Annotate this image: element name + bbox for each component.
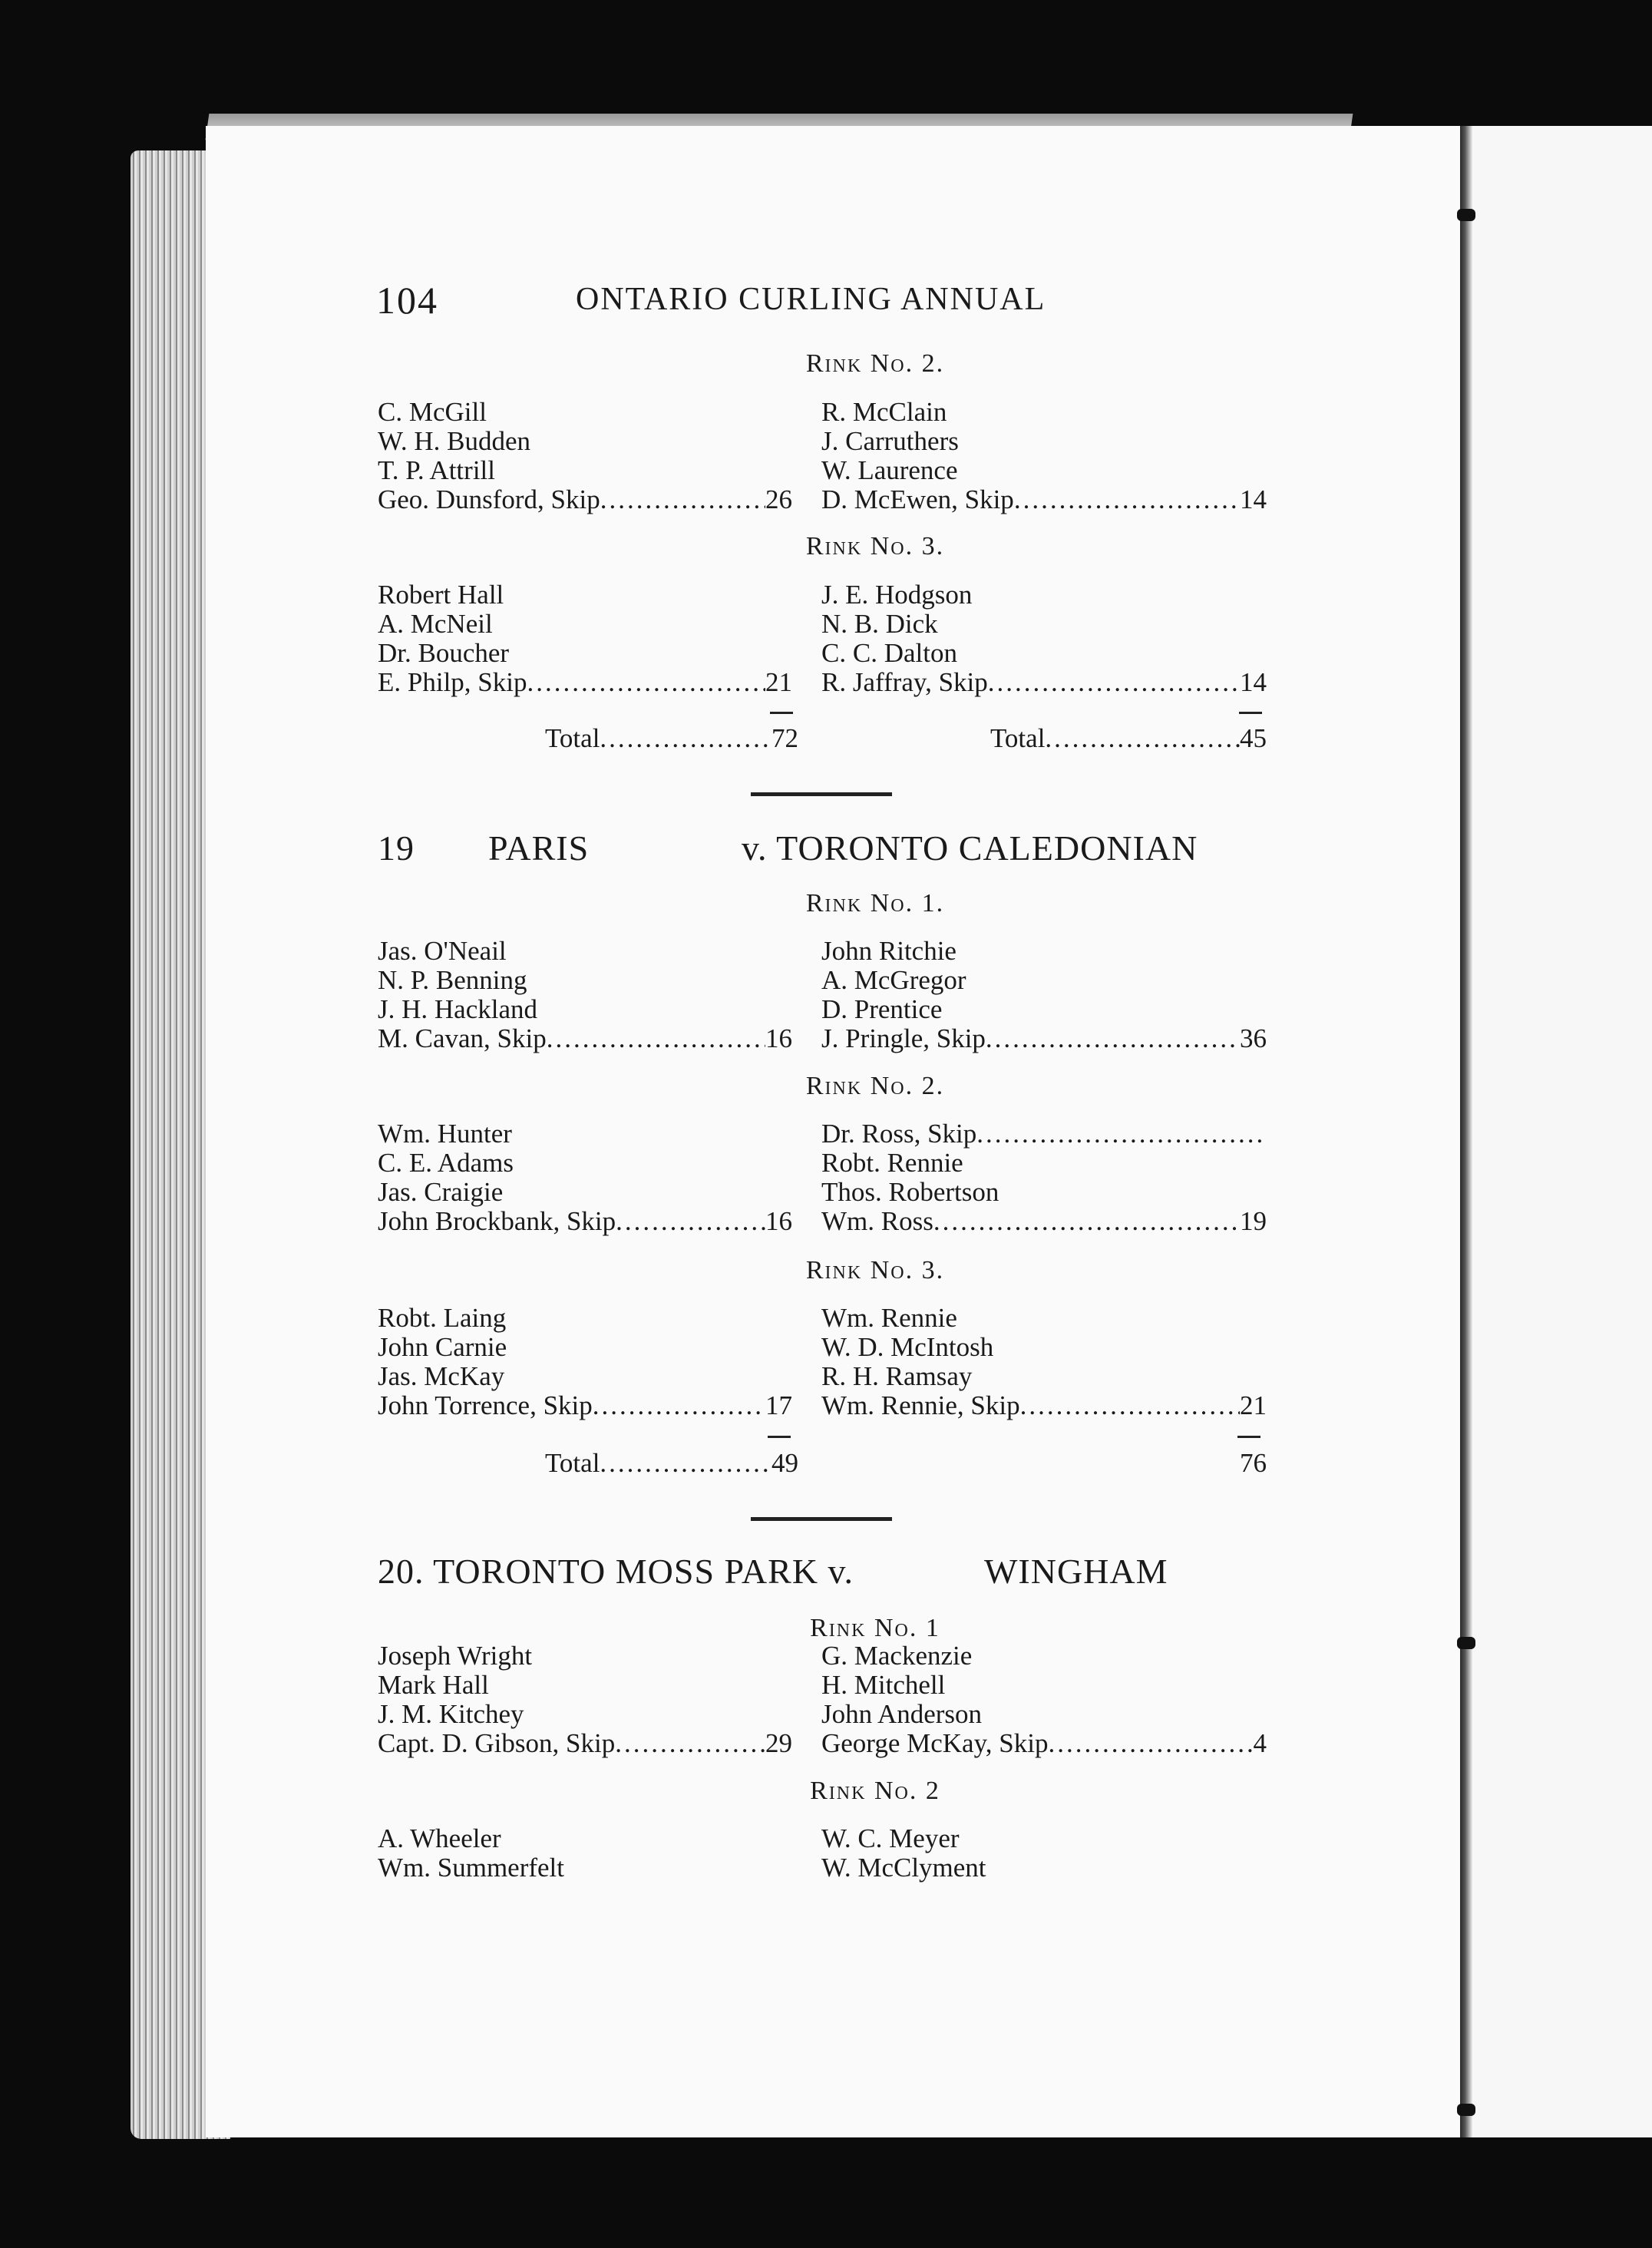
skip-name: E. Philp, Skip [378, 667, 527, 697]
score: 19 [1240, 1206, 1267, 1236]
page-number: 104 [376, 279, 438, 322]
player: W. Laurence [821, 455, 958, 485]
score: 4 [1253, 1728, 1267, 1758]
book-gutter [1460, 126, 1472, 2137]
rink-left-players [378, 1824, 792, 1883]
skip-score-line [378, 1207, 792, 1236]
player: N. P. Benning [378, 965, 527, 995]
player: Jas. Craigie [378, 1177, 504, 1207]
skip-name: Capt. D. Gibson, Skip [378, 1728, 616, 1758]
player: G. Mackenzie [821, 1641, 973, 1671]
total-label: Total [545, 723, 600, 753]
total-line [990, 723, 1267, 754]
rink-right-players [821, 398, 1267, 514]
player: Wm. Ross [821, 1206, 933, 1236]
total-line [545, 723, 798, 754]
sum-rule [770, 712, 793, 714]
sum-rule [1237, 1436, 1260, 1438]
score: 21 [1240, 1390, 1267, 1420]
total-score: 72 [771, 723, 798, 753]
player: A. McGregor [821, 965, 966, 995]
score: 16 [765, 1023, 792, 1053]
rink-right-players [821, 1119, 1267, 1236]
total-label: Total [990, 723, 1046, 753]
sum-rule [768, 1436, 791, 1438]
player: D. Prentice [821, 994, 943, 1024]
rink-heading: Rink No. 3. [805, 1256, 945, 1284]
running-title: ONTARIO CURLING ANNUAL [576, 282, 1046, 317]
rink-heading: Rink No. 2 [810, 1777, 940, 1805]
rink-left-players [378, 398, 792, 514]
player: John Anderson [821, 1699, 983, 1729]
section-rule [751, 1517, 892, 1521]
player: A. McNeil [378, 609, 493, 639]
player: Wm. Summerfelt [378, 1853, 565, 1883]
player: J. Carruthers [821, 426, 959, 456]
rink-right-players [821, 580, 1267, 697]
skip-name: George McKay, Skip [821, 1728, 1049, 1758]
skip-score-line [378, 485, 792, 514]
team-b: v. TORONTO CALEDONIAN [742, 828, 1198, 868]
rink-heading: Rink No. 2. [805, 349, 945, 378]
player: Robt. Rennie [821, 1148, 963, 1178]
sum-rule [1239, 712, 1262, 714]
player: John Carnie [378, 1332, 507, 1362]
match-number: 19 [378, 828, 415, 868]
skip-name: J. Pringle, Skip [821, 1023, 986, 1053]
player: Jas. O'Neail [378, 936, 507, 966]
score: 26 [765, 484, 792, 514]
player: Wm. Rennie [821, 1303, 957, 1333]
player: W. H. Budden [378, 426, 530, 456]
player: Joseph Wright [378, 1641, 533, 1671]
player: Dr. Boucher [378, 638, 510, 668]
skip-name: Dr. Ross, Skip [821, 1119, 977, 1149]
skip-score-line [378, 1391, 792, 1420]
total-score: 49 [771, 1448, 798, 1478]
skip-score-line [821, 485, 1267, 514]
player: C. C. Dalton [821, 638, 957, 668]
player: W. McClyment [821, 1853, 986, 1883]
rink-left-players [378, 1119, 792, 1236]
total-score: 76 [1240, 1448, 1267, 1478]
skip-name: Wm. Rennie, Skip [821, 1390, 1020, 1420]
rink-right-players [821, 937, 1267, 1053]
player: John Ritchie [821, 936, 957, 966]
team-a: PARIS [488, 828, 590, 868]
score: 14 [1240, 667, 1267, 697]
total-line [990, 1448, 1267, 1479]
player: Thos. Robertson [821, 1177, 999, 1207]
match-number-team-a: 20. TORONTO MOSS PARK v. [378, 1552, 854, 1591]
skip-score-line [378, 668, 792, 697]
rink-heading: Rink No. 3. [805, 532, 945, 560]
rink-right-players [821, 1824, 1267, 1883]
player: N. B. Dick [821, 609, 938, 639]
skip-score-line [821, 1391, 1267, 1420]
binding-clip [1457, 1637, 1475, 1649]
skip-name: John Torrence, Skip [378, 1390, 593, 1420]
skip-name: Geo. Dunsford, Skip [378, 484, 600, 514]
rink-right-players [821, 1641, 1267, 1758]
player: T. P. Attrill [378, 455, 495, 485]
score: 21 [765, 667, 792, 697]
score: 29 [765, 1728, 792, 1758]
skip-name: D. McEwen, Skip [821, 484, 1014, 514]
player: W. D. McIntosh [821, 1332, 994, 1362]
player: J. E. Hodgson [821, 580, 973, 610]
player: Mark Hall [378, 1670, 489, 1700]
skip-name: M. Cavan, Skip [378, 1023, 547, 1053]
skip-score-line [378, 1024, 792, 1053]
player: R. H. Ramsay [821, 1361, 973, 1391]
player: Jas. McKay [378, 1361, 505, 1391]
skip-name: John Brockbank, Skip [378, 1206, 616, 1236]
total-line [545, 1448, 798, 1479]
player: H. Mitchell [821, 1670, 946, 1700]
rink-left-players [378, 1641, 792, 1758]
skip-score-line [821, 668, 1267, 697]
skip-score-line [821, 1024, 1267, 1053]
rink-heading: Rink No. 1 [810, 1614, 940, 1642]
running-header [376, 278, 1267, 322]
skip-score-line [821, 1207, 1267, 1236]
rink-heading: Rink No. 2. [805, 1072, 945, 1100]
player: W. C. Meyer [821, 1823, 960, 1853]
skip-name: R. Jaffray, Skip [821, 667, 988, 697]
skip-score-line [378, 1729, 792, 1758]
score: 16 [765, 1206, 792, 1236]
total-score: 45 [1240, 723, 1267, 753]
player: Wm. Hunter [378, 1119, 512, 1149]
facing-page [1472, 126, 1652, 2137]
team-b: WINGHAM [984, 1552, 1168, 1591]
rink-heading: Rink No. 1. [805, 889, 945, 917]
score: 17 [765, 1390, 792, 1420]
rink-left-players [378, 937, 792, 1053]
player: C. E. Adams [378, 1148, 514, 1178]
total-label: Total [545, 1448, 600, 1478]
score: 14 [1240, 484, 1267, 514]
section-rule [751, 792, 892, 796]
player: R. McClain [821, 397, 947, 427]
skip-score-line [821, 1119, 1267, 1149]
player: Robert Hall [378, 580, 504, 610]
player: Robt. Laing [378, 1303, 507, 1333]
binding-clip [1457, 209, 1475, 221]
rink-left-players [378, 580, 792, 697]
score: 36 [1240, 1023, 1267, 1053]
rink-right-players [821, 1304, 1267, 1420]
skip-score-line [821, 1729, 1267, 1758]
player: J. H. Hackland [378, 994, 538, 1024]
player: J. M. Kitchey [378, 1699, 524, 1729]
player: A. Wheeler [378, 1823, 501, 1853]
player: C. McGill [378, 397, 487, 427]
rink-left-players [378, 1304, 792, 1420]
binding-clip [1457, 2104, 1475, 2116]
